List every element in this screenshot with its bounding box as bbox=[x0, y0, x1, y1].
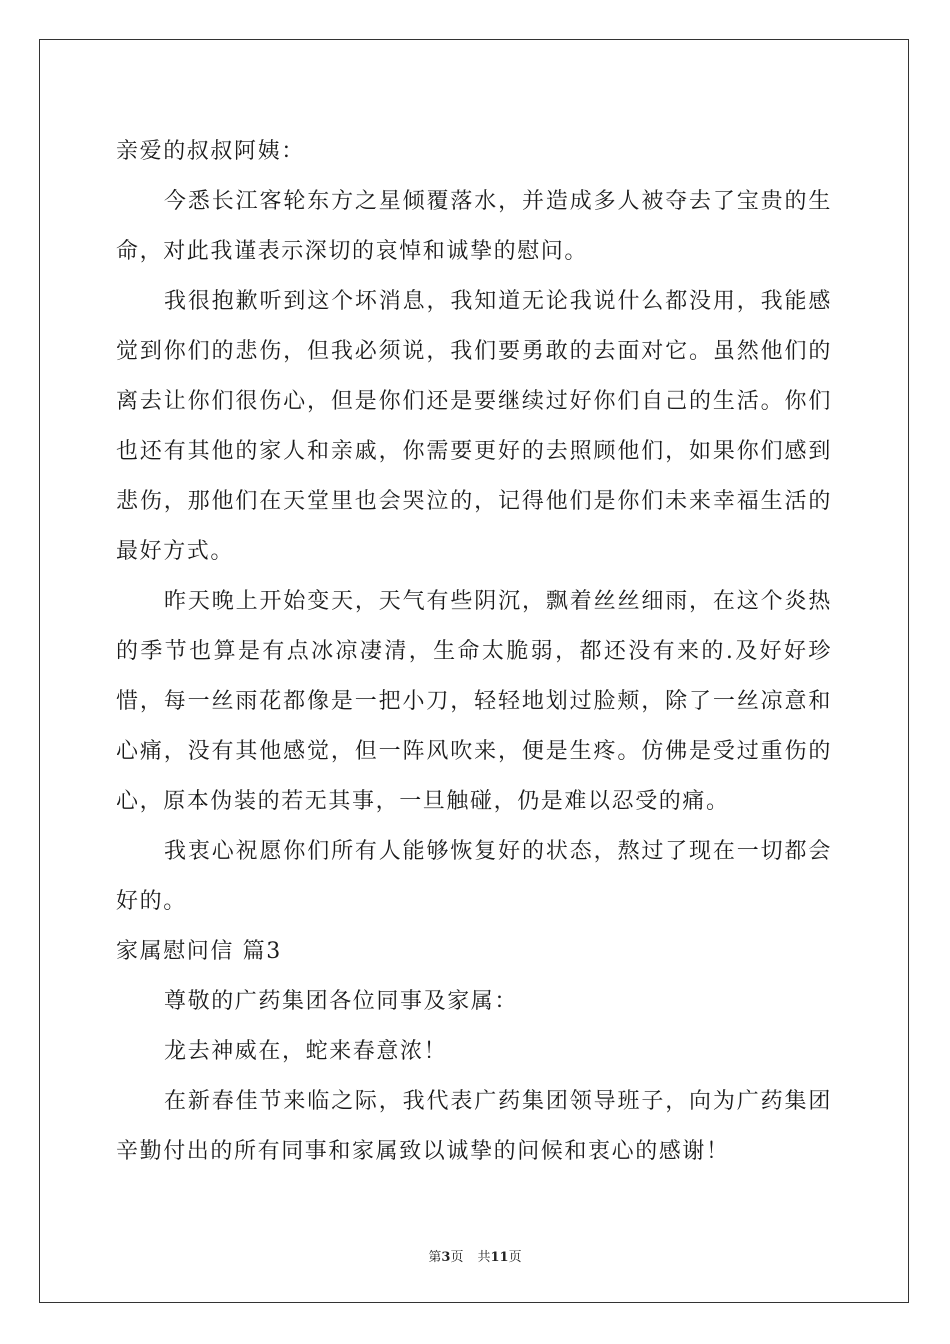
footer-total-suffix: 页 bbox=[508, 1250, 522, 1265]
footer-page-number: 3 bbox=[441, 1250, 451, 1265]
paragraph-comfort: 我很抱歉听到这个坏消息，我知道无论我说什么都没用，我能感觉到你们的悲伤，但我必须说，我们要勇敢的去面对它。虽然他们的离去让你们很伤心，但是你们还是要继续过好你们自己的生活。你们也还有其他的家人和亲戚，你需要更好的去照顾他们，如果你们感到悲伤，那他们在天堂里也会哭泣的，记得他们是你们未来幸福生活的最好方式。 bbox=[116, 289, 832, 564]
footer-page-suffix: 页 bbox=[450, 1250, 464, 1265]
footer-total-pages: 11 bbox=[490, 1250, 509, 1265]
footer-total-prefix: 共 bbox=[477, 1250, 491, 1265]
paragraph-weather: 昨天晚上开始变天，天气有些阴沉，飘着丝丝细雨，在这个炎热的季节也算是有点冰凉凄清，生命太脆弱，都还没有来的.及好好珍惜，每一丝雨花都像是一把小刀，轻轻地划过脸颊，除了一丝凉意和心痛，没有其他感觉，但一阵风吹来，便是生疼。仿佛是受过重伤的心，原本伪装的若无其事，一旦触碰，仍是难以忍受的痛。 bbox=[116, 589, 832, 814]
footer-page-prefix: 第 bbox=[428, 1250, 442, 1265]
paragraph-condolence: 今悉长江客轮东方之星倾覆落水，并造成多人被夺去了宝贵的生命，对此我谨表示深切的哀悼和诚挚的慰问。 bbox=[116, 189, 832, 264]
paragraph-greeting: 龙去神威在，蛇来春意浓！ bbox=[164, 1039, 448, 1064]
salutation: 亲爱的叔叔阿姨： bbox=[116, 139, 305, 164]
salutation-2: 尊敬的广药集团各位同事及家属： bbox=[164, 989, 519, 1014]
page-footer bbox=[0, 1246, 950, 1265]
paragraph-wishes: 我衷心祝愿你们所有人能够恢复好的状态，熬过了现在一切都会好的。 bbox=[116, 839, 832, 914]
section-heading: 家属慰问信 篇3 bbox=[116, 939, 282, 964]
paragraph-new-year: 在新春佳节来临之际，我代表广药集团领导班子，向为广药集团辛勤付出的所有同事和家属致以诚挚的问候和衷心的感谢！ bbox=[116, 1089, 832, 1164]
document-body bbox=[116, 127, 832, 1177]
